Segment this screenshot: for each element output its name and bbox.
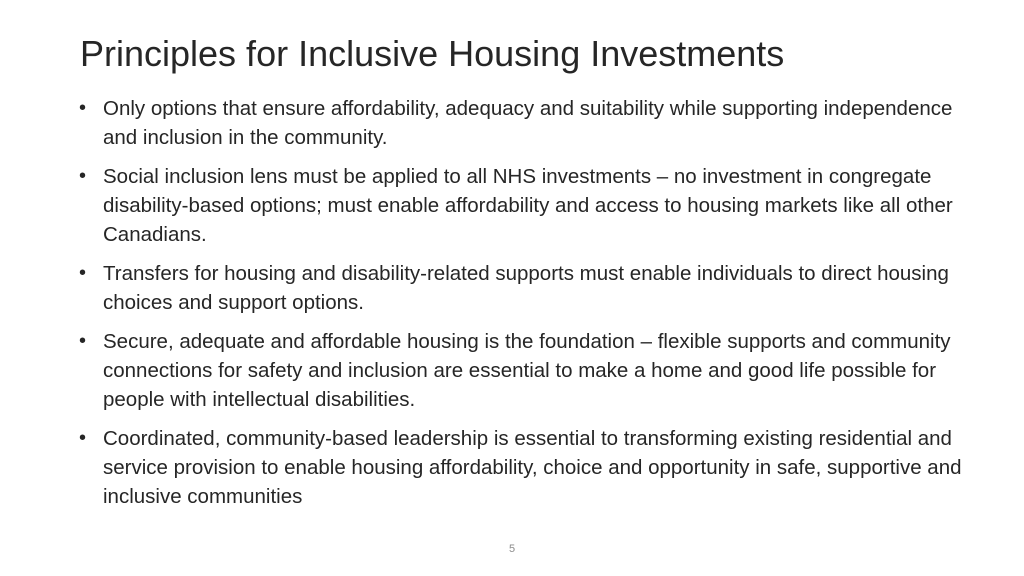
bullet-item <box>78 424 992 511</box>
bullet-list <box>78 94 992 521</box>
bullet-icon: • <box>79 330 87 352</box>
bullet-icon: • <box>79 165 87 187</box>
bullet-text: Social inclusion lens must be applied to all NHS investments – no investment in congregate disability-based options; must enable affordability and access to housing markets like all other Canadians. <box>103 165 953 246</box>
bullet-text: Only options that ensure affordability, adequacy and suitability while supporting independence and inclusion in the community. <box>103 97 953 149</box>
bullet-icon: • <box>79 97 87 119</box>
bullet-item <box>78 94 992 152</box>
bullet-item <box>78 327 992 414</box>
bullet-text: Transfers for housing and disability-related supports must enable individuals to direct housing choices and support options. <box>103 262 949 314</box>
bullet-text: Secure, adequate and affordable housing is the foundation – flexible supports and community connections for safety and inclusion are essential to make a home and good life possible for people with intellectual disabilities. <box>103 330 951 411</box>
bullet-icon: • <box>79 262 87 284</box>
bullet-item <box>78 259 992 317</box>
bullet-text: Coordinated, community-based leadership is essential to transforming existing residential and service provision to enable housing affordability, choice and opportunity in safe, supportive and inclusive communities <box>103 427 962 508</box>
bullet-icon: • <box>79 427 87 449</box>
slide-title: Principles for Inclusive Housing Investments <box>80 33 785 74</box>
page-number: 5 <box>508 543 516 555</box>
bullet-item <box>78 162 992 249</box>
